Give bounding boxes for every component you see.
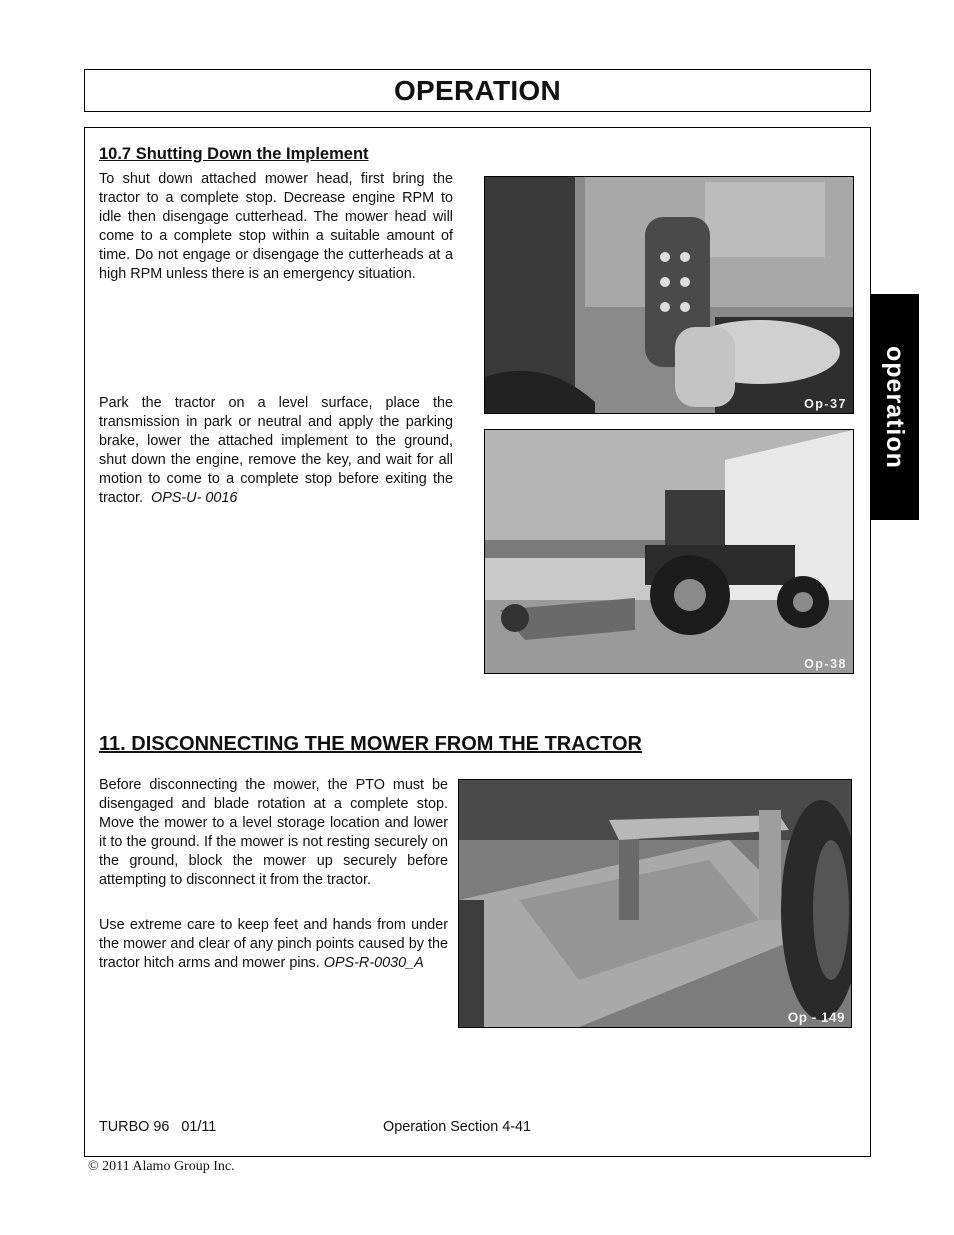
paragraph-text: Park the tractor on a level surface, place the transmission in park or neutral and apply the parking brake, lower the attached implement to the ground, shut down the engine, remove the key, and wait for all motion to come to a complete stop before exiting the tractor.	[99, 395, 453, 506]
photo-tractor-with-mower	[484, 429, 854, 674]
ops-reference: OPS-U- 0016	[151, 489, 238, 506]
footer-model-date: TURBO 96 01/11	[99, 1119, 217, 1135]
page-header	[84, 69, 871, 112]
photo-label-op149: Op - 149	[787, 1010, 845, 1025]
section-11-paragraph-2	[99, 916, 448, 973]
section-11-paragraph-1: Before disconnecting the mower, the PTO must be disengaged and blade rotation at a complete stop. Move the mower to a level storage location and lower it to the ground. If the mower is not resting securely on the ground, block the mower up securely before attempting to disconnect it from the tractor.	[99, 777, 448, 888]
tractor-mower-image	[485, 430, 853, 673]
side-tab-label: operation	[881, 345, 909, 469]
section-10-7-paragraph-2	[99, 394, 453, 507]
ops-reference: OPS-R-0030_A	[323, 954, 424, 971]
cab-console-image	[485, 177, 853, 413]
photo-label-op38: Op-38	[804, 657, 847, 671]
section-10-7-paragraph-1: To shut down attached mower head, first bring the tractor to a complete stop. Decrease engine RPM to idle then disengage cutterhead. The mower head will come to a complete stop within a suitable amount of time. Do not engage or disengage the cutterheads at a high RPM unless there is an emergency situation.	[99, 171, 453, 282]
section-side-tab	[870, 294, 919, 520]
mower-hitch-image	[459, 780, 851, 1027]
copyright-notice: © 2011 Alamo Group Inc.	[88, 1159, 235, 1174]
page-title: OPERATION	[393, 74, 562, 106]
section-11-heading: 11. DISCONNECTING THE MOWER FROM THE TRACTOR	[99, 733, 642, 755]
photo-label-op37: Op-37	[804, 397, 847, 411]
section-10-7-heading: 10.7 Shutting Down the Implement	[99, 145, 369, 163]
footer-section-page: Operation Section 4-41	[383, 1119, 531, 1135]
photo-cab-control-console	[484, 176, 854, 414]
photo-mower-hitch	[458, 779, 852, 1028]
paragraph-text: Use extreme care to keep feet and hands from under the mower and clear of any pinch points caused by the tractor hitch arms and mower pins.	[99, 917, 448, 971]
